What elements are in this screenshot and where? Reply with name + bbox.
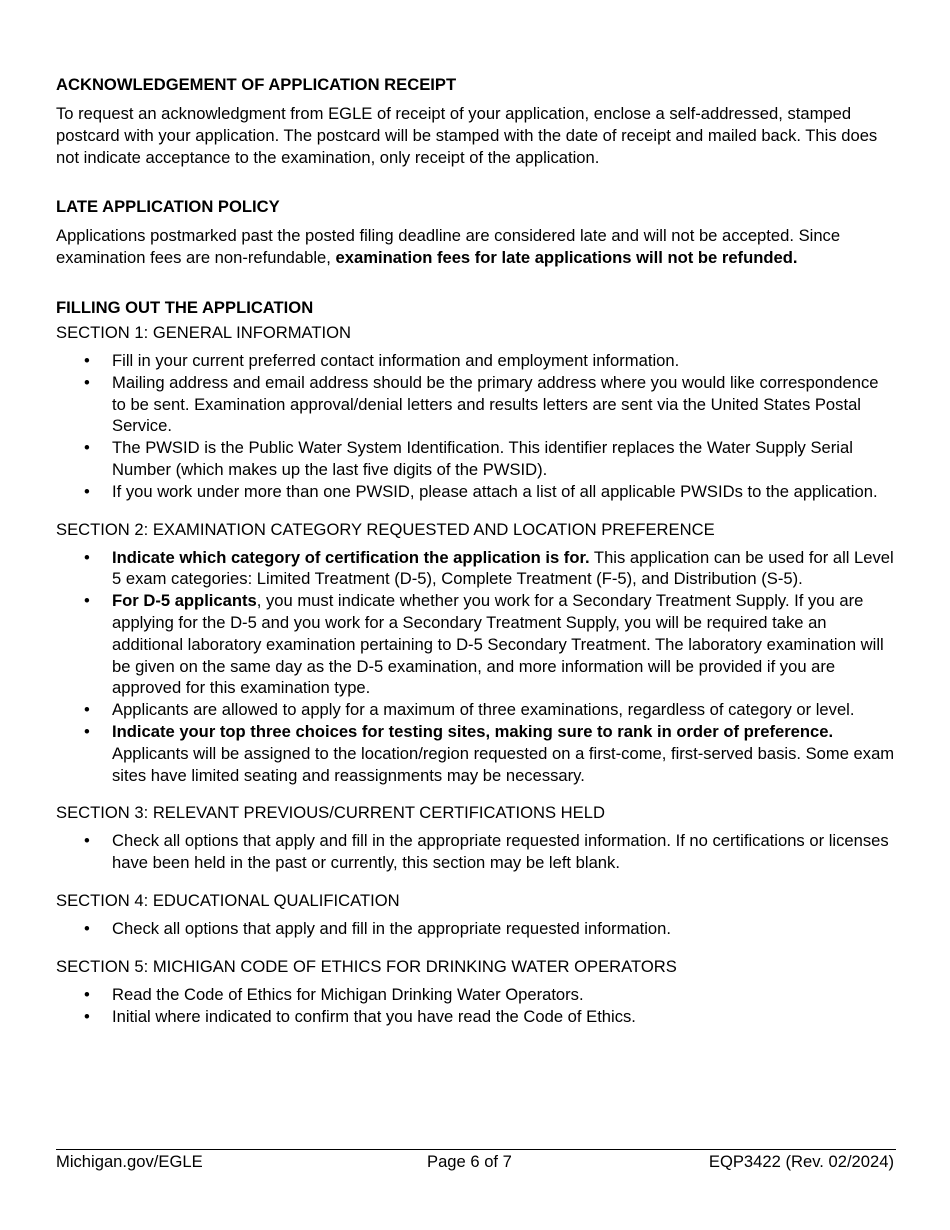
list-item-text: The PWSID is the Public Water System Identification. This identifier replaces the Water Supply Serial Number (which makes up the last five digits of the PWSID). — [112, 438, 853, 479]
bullet-icon: • — [84, 438, 90, 458]
late-text — [56, 225, 896, 269]
list-item-text: Fill in your current preferred contact information and employment information. — [112, 350, 680, 370]
section-bullet-list — [56, 984, 896, 1028]
bullet-icon: • — [84, 918, 90, 938]
list-item-bold-text: Indicate your top three choices for testing sites, making sure to rank in order of preference. — [112, 721, 834, 741]
list-item — [56, 830, 896, 874]
bullet-icon: • — [84, 350, 90, 370]
list-item-text: , you must indicate whether you work for a Secondary Treatment Supply. If you are applying for the D-5 and you work for a Secondary Treatment Supply, you will be required take an additional laboratory examination pertaining to D-5 Secondary Treatment. The laboratory examination will be given on the same day as the D-5 examination, and more information will be provided if you are approved for this examination type. — [112, 591, 884, 698]
list-item-text: This application can be used for all Level 5 exam categories: Limited Treatment (D-5), Complete Treatment (F-5), and Distribution (S-5). — [112, 547, 894, 589]
footer-divider — [56, 1149, 896, 1150]
section-title: SECTION 2: EXAMINATION CATEGORY REQUESTED AND LOCATION PREFERENCE — [56, 519, 715, 539]
footer-page-number: Page 6 of 7 — [427, 1152, 512, 1171]
late-heading: LATE APPLICATION POLICY — [56, 197, 280, 217]
bullet-icon: • — [84, 984, 90, 1004]
late-text-bold: examination fees for late applications will not be refunded. — [335, 248, 798, 268]
filling-sections — [56, 322, 896, 1027]
bullet-icon: • — [84, 591, 90, 611]
list-item-text: Read the Code of Ethics for Michigan Drinking Water Operators. — [112, 984, 584, 1004]
list-item — [56, 547, 896, 591]
filling-heading: FILLING OUT THE APPLICATION — [56, 297, 314, 317]
footer-form-id: EQP3422 (Rev. 02/2024) — [708, 1152, 894, 1171]
bullet-icon: • — [84, 547, 90, 567]
section-title: SECTION 4: EDUCATIONAL QUALIFICATION — [56, 890, 400, 910]
section-bullet-list — [56, 547, 896, 787]
section-bullet-list — [56, 918, 896, 940]
list-item — [56, 721, 896, 786]
list-item-text: If you work under more than one PWSID, please attach a list of all applicable PWSIDs to the application. — [112, 481, 878, 501]
bullet-icon: • — [84, 372, 90, 392]
ack-heading: ACKNOWLEDGEMENT OF APPLICATION RECEIPT — [56, 75, 457, 94]
page-footer — [56, 1151, 896, 1175]
list-item — [56, 481, 896, 503]
list-item — [56, 372, 896, 437]
list-item-text: Applicants will be assigned to the location/region requested on a first-come, first-served basis. Some exam sites have limited seating and reassignments may be necessary. — [112, 743, 895, 785]
list-item — [56, 918, 896, 940]
section-title: SECTION 5: MICHIGAN CODE OF ETHICS FOR DRINKING WATER OPERATORS — [56, 956, 677, 976]
section-bullet-list — [56, 350, 896, 503]
list-item-text: Mailing address and email address should be the primary address where you would like correspondence to be sent. Examination approval/denial letters and results letters are sent via the United States Postal Service. — [112, 372, 879, 436]
list-item — [56, 590, 896, 699]
list-item-bold-text: For D-5 applicants — [112, 591, 257, 611]
ack-text: To request an acknowledgment from EGLE of receipt of your application, enclose a self-addressed, stamped postcard with your application. The postcard will be stamped with the date of receipt and mailed back. This does not indicate acceptance to the examination, only receipt of the application. — [56, 104, 878, 167]
list-item — [56, 984, 896, 1006]
bullet-icon: • — [84, 481, 90, 501]
list-item-bold-text: Indicate which category of certification the application is for. — [112, 547, 590, 567]
section-title: SECTION 1: GENERAL INFORMATION — [56, 322, 352, 342]
bullet-icon: • — [84, 1006, 90, 1026]
section-bullet-list — [56, 830, 896, 874]
list-item — [56, 350, 896, 372]
section-title: SECTION 3: RELEVANT PREVIOUS/CURRENT CERTIFICATIONS HELD — [56, 803, 605, 823]
list-item — [56, 1006, 896, 1028]
bullet-icon: • — [84, 831, 90, 851]
bullet-icon: • — [84, 700, 90, 720]
list-item — [56, 437, 896, 481]
bullet-icon: • — [84, 721, 90, 741]
document-page — [56, 74, 896, 1027]
list-item — [56, 699, 896, 721]
late-text-plain: Applications postmarked past the posted filing deadline are considered late and will not be accepted. Since examination fees are non-refundable, — [56, 226, 841, 268]
list-item-text: Check all options that apply and fill in the appropriate requested information. — [112, 918, 671, 938]
list-item-text: Check all options that apply and fill in the appropriate requested information. If no certifications or licenses have been held in the past or currently, this section may be left blank. — [112, 831, 889, 873]
footer-website: Michigan.gov/EGLE — [56, 1152, 203, 1171]
list-item-text: Initial where indicated to confirm that you have read the Code of Ethics. — [112, 1006, 636, 1026]
list-item-text: Applicants are allowed to apply for a maximum of three examinations, regardless of category or level. — [112, 700, 855, 720]
